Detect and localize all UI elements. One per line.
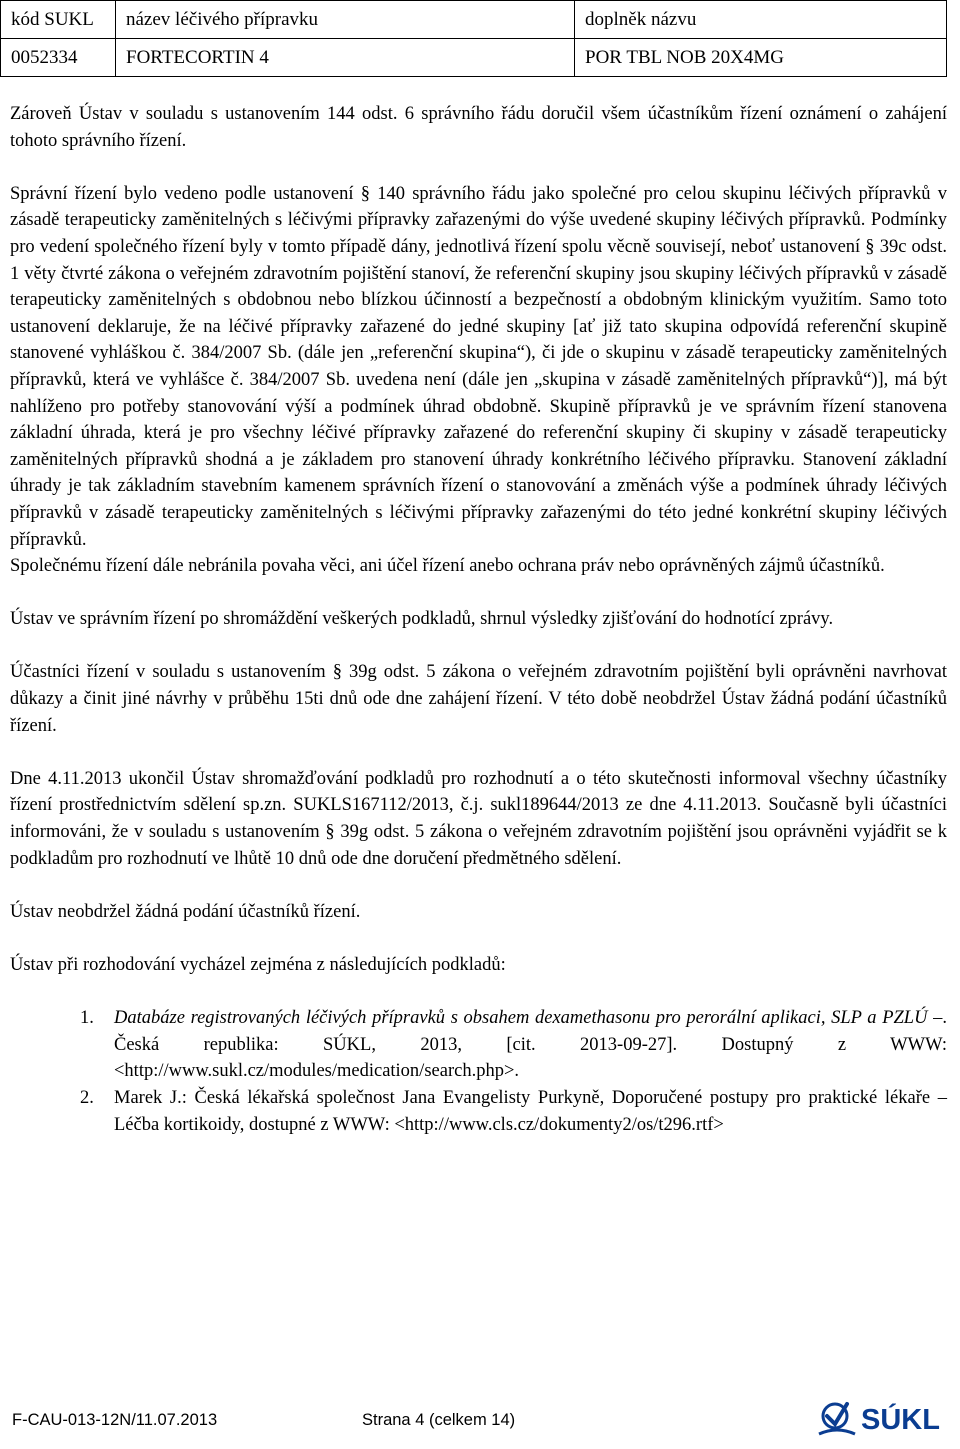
header-table bbox=[0, 0, 947, 77]
paragraph-nature-of-case: Společnému řízení dále nebránila povaha věci, ani účel řízení anebo ochrana práv nebo oprávněných zájmů účastníků. bbox=[10, 556, 885, 577]
document-body bbox=[10, 101, 947, 1138]
paragraph-no-submissions: Ústav neobdržel žádná podání účastníků řízení. bbox=[10, 901, 361, 922]
reference-number: 2. bbox=[80, 1087, 94, 1108]
paragraph-joint-proceedings: Správní řízení bylo vedeno podle ustanovení § 140 správního řádu jako společné pro celou skupinu léčivých přípravků v zásadě terapeuticky zaměnitelných s léčivými přípravky zařazenými do výše uvedené skupiny léčivých přípravků. Podmínky pro vedení společného řízení byly v tomto případě dány, jednotlivá řízení spolu věcně souvisejí, neboť ustanovení § 39c odst. 1 věty čtvrté zákona o veřejném zdravotním pojištění stanoví, že referenční skupiny jsou skupiny léčivých přípravků v zásadě terapeuticky zaměnitelných s obdobnou nebo blízkou účinností a bezpečností a obdobným klinickým využitím. Samo toto ustanovení deklaruje, že na léčivé přípravky zařazené do jedné skupiny [ať již tato skupina odpovídá referenční skupině stanovené vyhláškou č. 384/2007 Sb. (dále jen „referenční skupina“), či jde o skupinu v zásadě terapeuticky zaměnitelných přípravků, která ve vyhlášce č. 384/2007 Sb. uvedena není (dále jen „skupina v zásadě zaměnitelných přípravků“)], má být nahlíženo pro potřeby stanovování výší a podmínek úhrad obdobně. Skupině přípravků je ve správním řízení stanovena základní úhrada, která je pro všechny léčivé přípravky zařazené do referenční skupiny či skupiny v zásadě terapeuticky zaměnitelných přípravků shodná a je základem pro stanovení úhrady konkrétního léčivého přípravku. Stanovení základní úhrady je tak základním stavebním kamenem správních řízení o stanovování a změnách výše a podmínek úhrady léčivých přípravků v zásadě terapeuticky zaměnitelných s léčivými přípravky zařazenými do této jedné konkrétní skupiny léčivých přípravků. bbox=[10, 183, 947, 550]
reference-list bbox=[10, 1005, 947, 1138]
paragraph-notification: Zároveň Ústav v souladu s ustanovením 144 odst. 6 správního řádu doručil všem účastníkům řízení oznámení o zahájení tohoto správního řízení. bbox=[10, 104, 947, 151]
page-number: Strana 4 (celkem 14) bbox=[362, 1411, 516, 1429]
reference-title: Databáze registrovaných léčivých přípravků s obsahem dexamethasonu pro perorální aplikaci, SLP a PZLÚ – bbox=[114, 1008, 943, 1029]
header-cell-name: název léčivého přípravku bbox=[116, 1, 575, 39]
value-row bbox=[1, 39, 947, 77]
sukl-logo bbox=[817, 1398, 957, 1438]
sukl-logo-text: SÚKL bbox=[861, 1404, 940, 1436]
reference-details: . Česká republika: SÚKL, 2013, [cit. 2013-09-27]. Dostupný z WWW: <http://www.sukl.cz/modules/medication/search.php>. bbox=[114, 1008, 947, 1082]
reference-number: 1. bbox=[80, 1008, 94, 1029]
value-cell-supplement: POR TBL NOB 20X4MG bbox=[575, 39, 947, 77]
paragraph-sources-intro: Ústav při rozhodování vycházel zejména z následujících podkladů: bbox=[10, 955, 506, 975]
form-code: F-CAU-013-12N/11.07.2013 bbox=[12, 1411, 218, 1429]
paragraph-participants-rights: Účastníci řízení v souladu s ustanovením § 39g odst. 5 zákona o veřejném zdravotním pojištění byli oprávněni navrhovat důkazy a činit jiné návrhy v průběhu 15ti dnů ode dne zahájení řízení. V této době neobdržel Ústav žádná podání účastníků řízení. bbox=[10, 662, 947, 736]
value-cell-name: FORTECORTIN 4 bbox=[116, 39, 575, 77]
sukl-logo-mark bbox=[819, 1404, 855, 1434]
page-footer bbox=[12, 1404, 948, 1441]
paragraph-evidence-closed: Dne 4.11.2013 ukončil Ústav shromažďování podkladů pro rozhodnutí a o této skutečnosti informoval všechny účastníky řízení prostřednictvím sdělení sp.zn. SUKLS167112/2013, č.j. sukl189644/2013 ze dne 4.11.2013. Současně byli účastníci informováni, že v souladu s ustanovením § 39g odst. 5 zákona o veřejném zdravotním pojištění jsou oprávněni vyjádřit se k podkladům pro rozhodnutí ve lhůtě 10 dnů ode dne doručení předmětného sdělení. bbox=[10, 768, 947, 869]
value-cell-code: 0052334 bbox=[1, 39, 116, 77]
reference-details: Marek J.: Česká lékařská společnost Jana Evangelisty Purkyně, Doporučené postupy pro praktické lékaře – Léčba kortikoidy, dostupné z WWW: <http://www.cls.cz/dokumenty2/os/t296.rtf> bbox=[114, 1087, 947, 1135]
reference-item bbox=[10, 1085, 947, 1138]
reference-item bbox=[10, 1005, 947, 1085]
paragraph-evaluation-report: Ústav ve správním řízení po shromáždění veškerých podkladů, shrnul výsledky zjišťování do hodnotící zprávy. bbox=[10, 609, 834, 630]
header-row bbox=[1, 1, 947, 39]
header-cell-supplement: doplněk názvu bbox=[575, 1, 947, 39]
header-cell-code: kód SUKL bbox=[1, 1, 116, 39]
